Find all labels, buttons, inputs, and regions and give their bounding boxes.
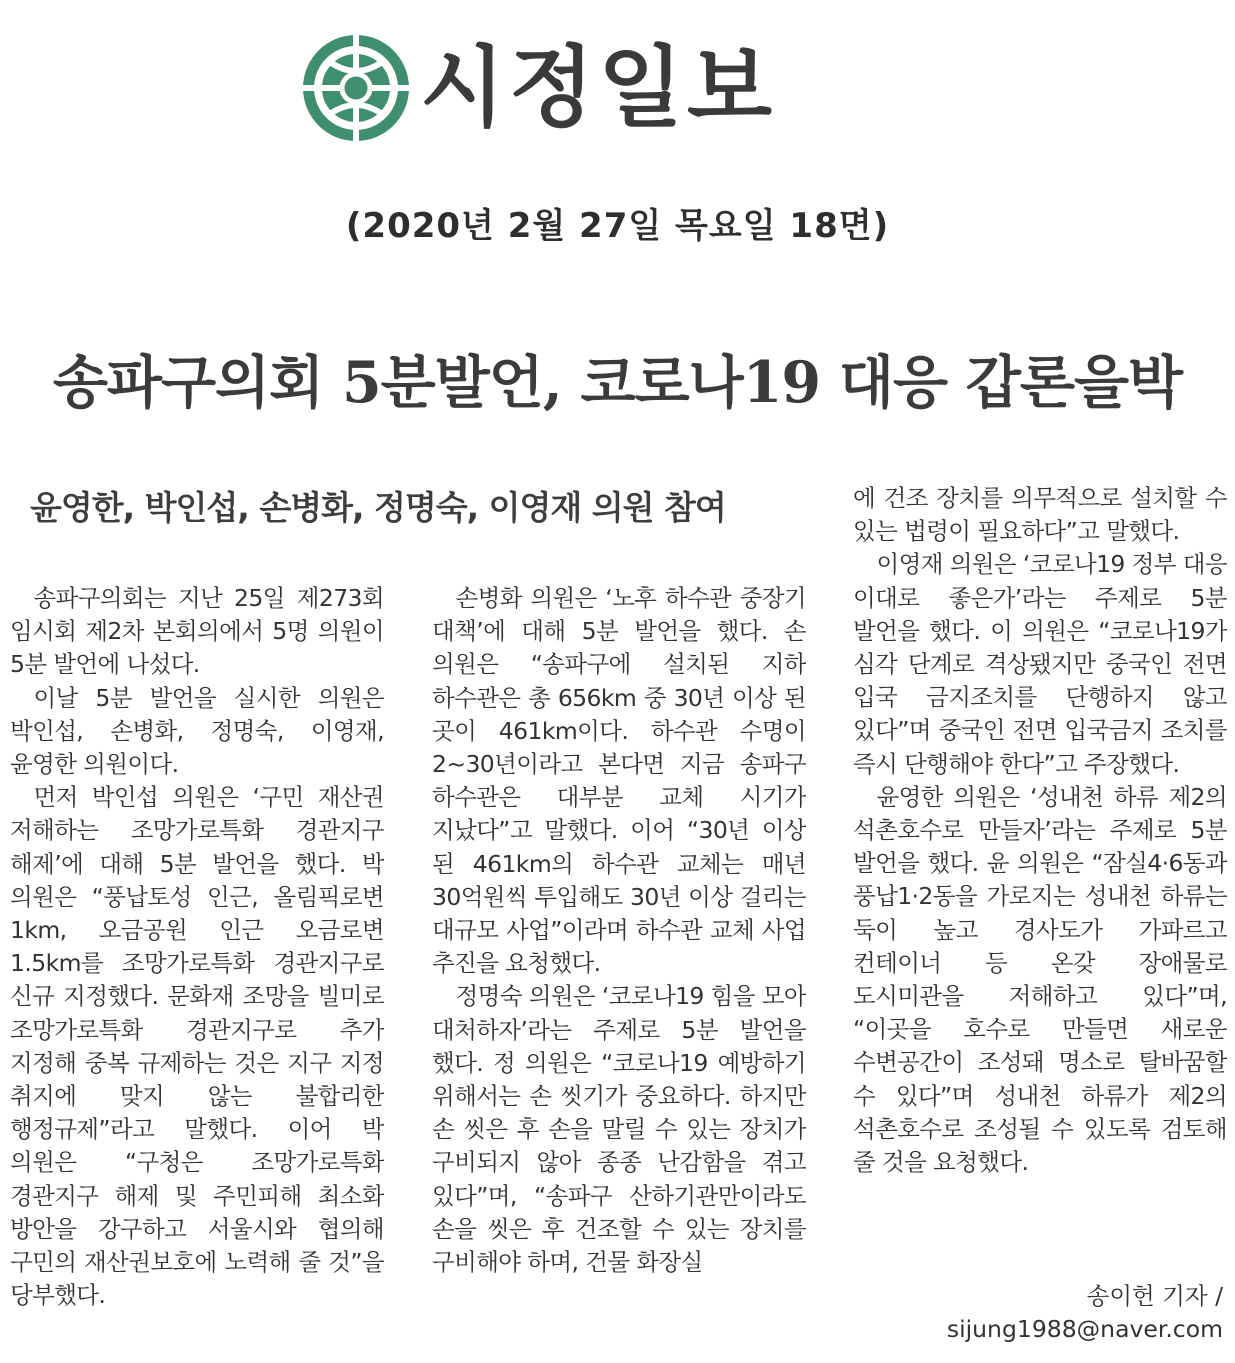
paragraph: 먼저 박인섭 의원은 ‘구민 재산권 저해하는 조망가로특화 경관지구 해제’에 대해 5분 발언을 했다. 박 의원은 “풍납토성 인근, 올림픽로변 1km, 오금공원 인근 오금로변 1.5km를 조망가로특화 경관지구로 신규 지정했다. 문화재 조망을 빌미로 조망가로특화 경관지구로 추가 지정해 중복 규제하는 것은 지구 지정 취지에 맞지 않는 불합리한 행정규제”라고 말했다. 이어 박 의원은 “구청은 조망가로특화 경관지구 해제 및 주민피해 최소화 방안을 강구하고 서울시와 협의해 구민의 재산권보호에 노력해 줄 것”을 당부했다. [10,783,384,1310]
reporter-email: sijung1988@naver.com [946,1315,1223,1343]
article-subheadline: 윤영한, 박인섭, 손병화, 정명숙, 이영재 의원 참여 [30,488,726,527]
paragraph: 이날 5분 발언을 실시한 의원은 박인섭, 손병화, 정명숙, 이영재, 윤영한 의원이다. [10,683,384,779]
article-column-1 [10,582,384,1362]
reporter-name: 송이헌 기자 / [1086,1282,1223,1310]
paragraph: 정명숙 의원은 ‘코로나19 힘을 모아 대처하자’라는 주제로 5분 발언을 했다. 정 의원은 “코로나19 예방하기 위해서는 손 씻기가 중요하다. 하지만 손 씻은 후 손을 말릴 수 있는 장치가 구비되지 않아 종종 난감함을 겪고 있다”며, “송파구 산하기관만이라도 손을 씻은 후 건조할 수 있는 장치를 구비해야 하며, 건물 화장실 [432,982,806,1277]
paragraph: 윤영한 의원은 ‘성내천 하류 제2의 석촌호수로 만들자’라는 주제로 5분 발언을 했다. 윤 의원은 “잠실4·6동과 풍납1·2동을 가로지는 성내천 하류는 둑이 높고 경사도가 가파르고 컨테이너 등 온갖 장애물로 도시미관을 저해하고 있다”며, “이곳을 호수로 만들면 새로운 수변공간이 조성돼 명소로 탈바꿈할 수 있다”며 성내천 하류가 제2의 석촌호수로 조성될 수 있도록 검토해 줄 것을 요청했다. [853,782,1227,1177]
newspaper-name: 시정일보 [420,36,777,139]
article-headline: 송파구의회 5분발언, 코로나19 대응 갑론을박 [52,349,1183,416]
article-column-2 [432,582,806,1362]
publication-date: (2020년 2월 27일 목요일 18면) [345,206,890,246]
newspaper-logo-seal [300,32,412,144]
paragraph: 송파구의회는 지난 25일 제273회 임시회 제2차 본회의에서 5명 의원이 5분 발언에 나섰다. [10,584,384,679]
article-column-3 [853,482,1227,1282]
paragraph: 이영재 의원은 ‘코로나19 정부 대응 이대로 좋은가’라는 주제로 5분 발언을 했다. 이 의원은 “코로나19가 심각 단계로 격상됐지만 중국인 전면 입국 금지조치를 단행하지 않고 있다”며 중국인 전면 입국금지 조치를 즉시 단행해야 한다”고 주장했다. [853,550,1227,778]
reporter-byline [947,1280,1223,1346]
paragraph: 손병화 의원은 ‘노후 하수관 중장기 대책’에 대해 5분 발언을 했다. 손 의원은 “송파구에 설치된 지하 하수관은 총 656km 중 30년 이상 된 곳이 461km이다. 하수관 수명이 2~30년이라고 본다면 지금 송파구 하수관은 대부분 교체 시기가 지났다”고 말했다. 이어 “30년 이상 된 461km의 하수관 교체는 매년 30억원씩 투입해도 30년 이상 걸리는 대규모 사업”이라며 하수관 교체 사업 추진을 요청했다. [432,584,806,978]
masthead [300,30,860,150]
paragraph-continued: 에 건조 장치를 의무적으로 설치할 수 있는 법령이 필요하다”고 말했다. [853,484,1227,546]
